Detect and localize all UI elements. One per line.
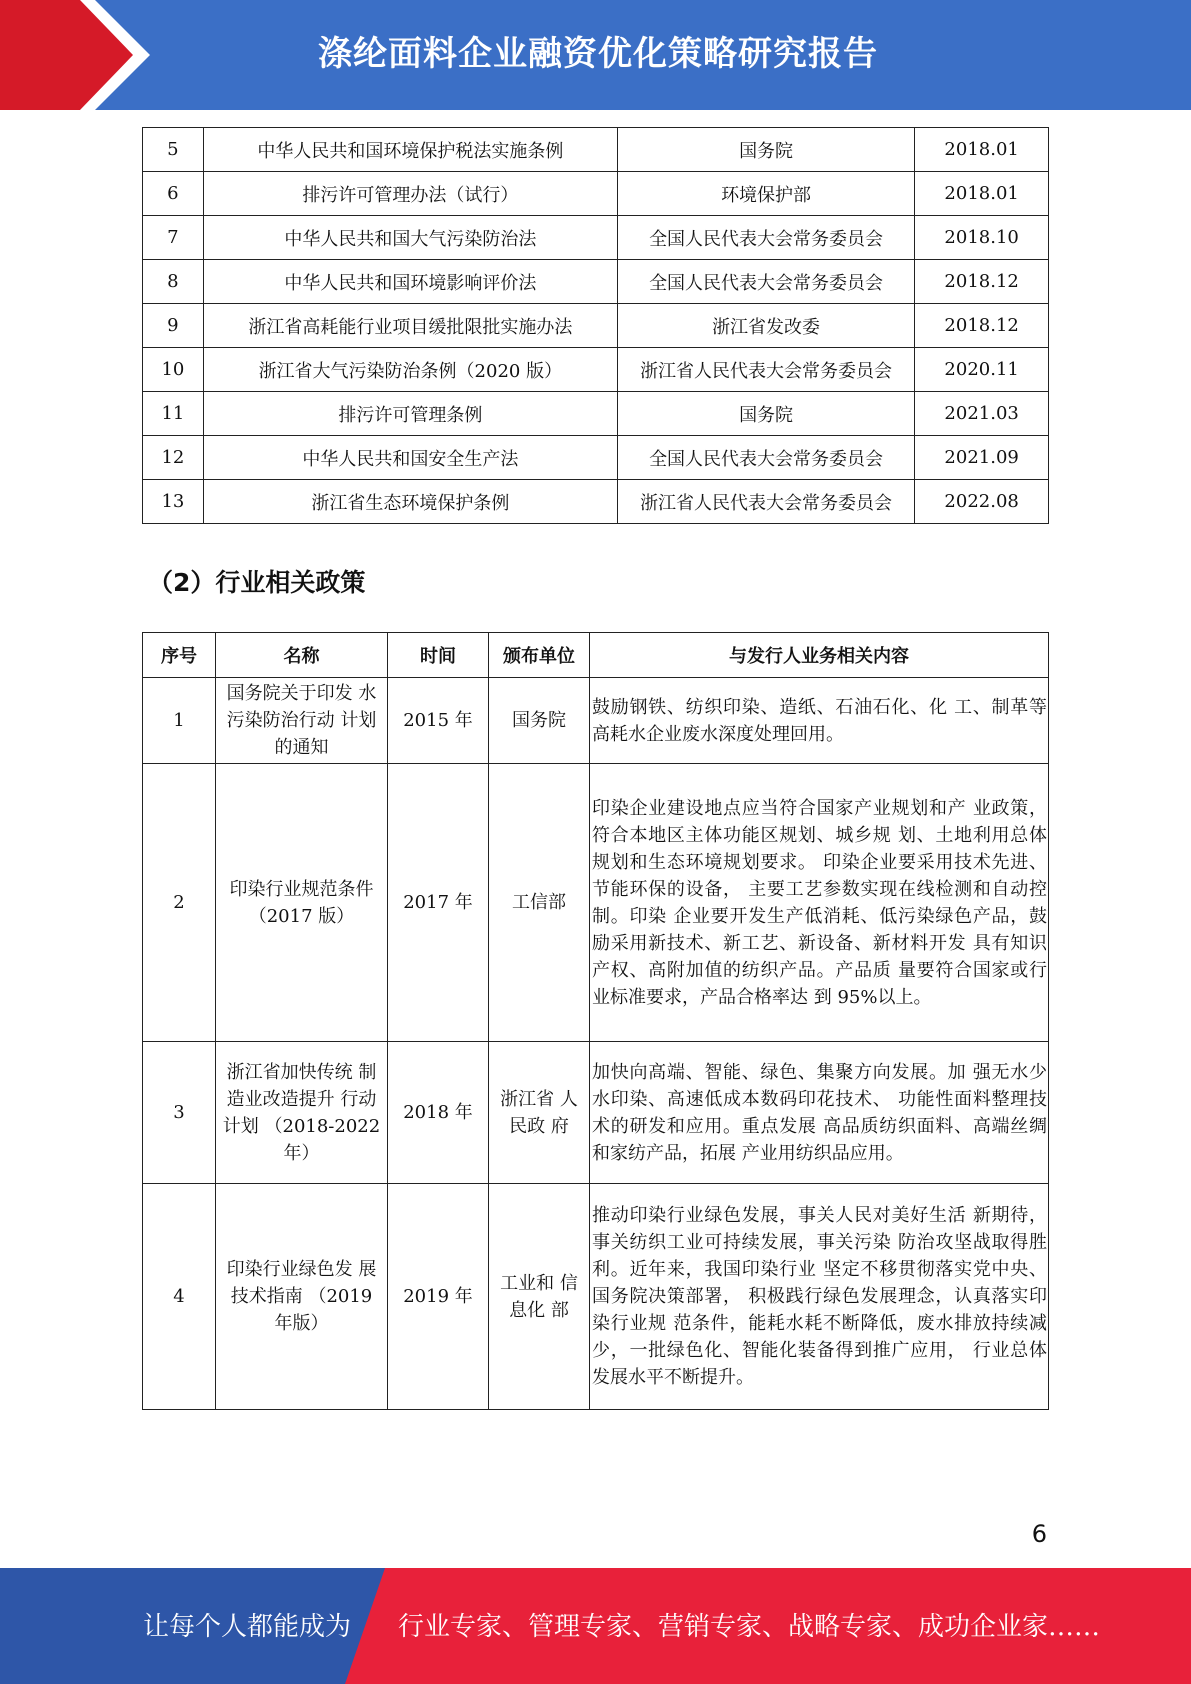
law-date: 2018.12 (915, 304, 1049, 348)
policy-no: 1 (143, 678, 216, 764)
law-issuer: 全国人民代表大会常务委员会 (617, 260, 914, 304)
law-row (143, 436, 1049, 480)
law-row (143, 480, 1049, 524)
policy-name: 浙江省加快传统 制造业改造提升 行动计划 （2018-2022 年） (216, 1042, 388, 1184)
law-issuer: 浙江省发改委 (617, 304, 914, 348)
policy-time: 2019 年 (388, 1184, 489, 1410)
law-date: 2018.10 (915, 216, 1049, 260)
page-number: 6 (1031, 1520, 1047, 1548)
policy-name: 印染行业绿色发 展技术指南 （2019 年版） (216, 1184, 388, 1410)
policy-no: 4 (143, 1184, 216, 1410)
policy-content: 印染企业建设地点应当符合国家产业规划和产 业政策，符合本地区主体功能区规划、城乡规 划、土地利用总体规划和生态环境规划要求。 印染企业要采用技术先进、节能环保的设备， 主要工艺参数实现在线检测和自动控制。印染 企业要开发生产低消耗、低污染绿色产品，鼓 励采用新技术、新工艺、新设备、新材料开发 具有知识产权、高附加值的纺织产品。产品质 量要符合国家或行业标准要求，产品合格率达 到 95%以上。 (590, 764, 1049, 1042)
policy-time: 2015 年 (388, 678, 489, 764)
laws-table (142, 127, 1049, 524)
footer-slogan-right: 行业专家、管理专家、营销专家、战略专家、成功企业家…… (398, 1612, 1101, 1642)
law-name: 中华人民共和国安全生产法 (203, 436, 617, 480)
law-no: 5 (143, 128, 204, 172)
law-issuer: 全国人民代表大会常务委员会 (617, 436, 914, 480)
policy-issuer: 国务院 (489, 678, 590, 764)
law-no: 6 (143, 172, 204, 216)
law-date: 2018.01 (915, 128, 1049, 172)
policy-content: 加快向高端、智能、绿色、集聚方向发展。加 强无水少水印染、高速低成本数码印花技术、 功能性面料整理技术的研发和应用。重点发展 高品质纺织面料、高端丝绸和家纺产品，拓展 产业用纺织品应用。 (590, 1042, 1049, 1184)
header-name: 名称 (216, 633, 388, 678)
header-issuer: 颁布单位 (489, 633, 590, 678)
page-footer (0, 1568, 1191, 1684)
law-no: 8 (143, 260, 204, 304)
report-title: 涤纶面料企业融资优化策略研究报告 (318, 34, 878, 74)
law-row (143, 260, 1049, 304)
law-row (143, 348, 1049, 392)
law-date: 2020.11 (915, 348, 1049, 392)
policy-row (143, 1184, 1049, 1410)
policy-content: 鼓励钢铁、纺织印染、造纸、石油石化、化 工、制革等高耗水企业废水深度处理回用。 (590, 678, 1049, 764)
law-row (143, 216, 1049, 260)
law-issuer: 环境保护部 (617, 172, 914, 216)
policy-row (143, 1042, 1049, 1184)
policy-issuer: 浙江省 人民政 府 (489, 1042, 590, 1184)
policy-issuer: 工信部 (489, 764, 590, 1042)
policy-issuer: 工业和 信息化 部 (489, 1184, 590, 1410)
law-name: 排污许可管理条例 (203, 392, 617, 436)
policy-name: 国务院关于印发 水污染防治行动 计划的通知 (216, 678, 388, 764)
header-time: 时间 (388, 633, 489, 678)
law-no: 10 (143, 348, 204, 392)
law-name: 浙江省高耗能行业项目缓批限批实施办法 (203, 304, 617, 348)
law-date: 2021.09 (915, 436, 1049, 480)
law-name: 中华人民共和国大气污染防治法 (203, 216, 617, 260)
policy-header-row (143, 633, 1049, 678)
policy-time: 2017 年 (388, 764, 489, 1042)
policy-row (143, 678, 1049, 764)
law-name: 浙江省大气污染防治条例（2020 版） (203, 348, 617, 392)
section-title: （2）行业相关政策 (148, 568, 366, 597)
law-row (143, 172, 1049, 216)
law-date: 2022.08 (915, 480, 1049, 524)
policy-no: 3 (143, 1042, 216, 1184)
law-name: 浙江省生态环境保护条例 (203, 480, 617, 524)
law-issuer: 全国人民代表大会常务委员会 (617, 216, 914, 260)
law-date: 2018.12 (915, 260, 1049, 304)
law-no: 9 (143, 304, 204, 348)
law-issuer: 国务院 (617, 392, 914, 436)
policy-content: 推动印染行业绿色发展，事关人民对美好生活 新期待，事关纺织工业可持续发展，事关污染 防治攻坚战取得胜利。近年来，我国印染行业 坚定不移贯彻落实党中央、国务院决策部署， 积极践行绿色发展理念，认真落实印染行业规 范条件，能耗水耗不断降低，废水排放持续减 少，一批绿色化、智能化装备得到推广应用， 行业总体发展水平不断提升。 (590, 1184, 1049, 1410)
footer-slogan-left: 让每个人都能成为 (143, 1612, 352, 1642)
law-name: 排污许可管理办法（试行） (203, 172, 617, 216)
policy-name: 印染行业规范条件（2017 版） (216, 764, 388, 1042)
law-no: 7 (143, 216, 204, 260)
law-issuer: 浙江省人民代表大会常务委员会 (617, 348, 914, 392)
law-row (143, 392, 1049, 436)
law-date: 2018.01 (915, 172, 1049, 216)
page-header (0, 0, 1191, 110)
law-no: 11 (143, 392, 204, 436)
law-name: 中华人民共和国环境影响评价法 (203, 260, 617, 304)
law-no: 12 (143, 436, 204, 480)
policy-row (143, 764, 1049, 1042)
header-content: 与发行人业务相关内容 (590, 633, 1049, 678)
policy-table (142, 632, 1049, 1410)
policy-time: 2018 年 (388, 1042, 489, 1184)
policy-no: 2 (143, 764, 216, 1042)
law-row (143, 128, 1049, 172)
law-row (143, 304, 1049, 348)
law-issuer: 国务院 (617, 128, 914, 172)
law-date: 2021.03 (915, 392, 1049, 436)
header-no: 序号 (143, 633, 216, 678)
law-no: 13 (143, 480, 204, 524)
law-name: 中华人民共和国环境保护税法实施条例 (203, 128, 617, 172)
law-issuer: 浙江省人民代表大会常务委员会 (617, 480, 914, 524)
